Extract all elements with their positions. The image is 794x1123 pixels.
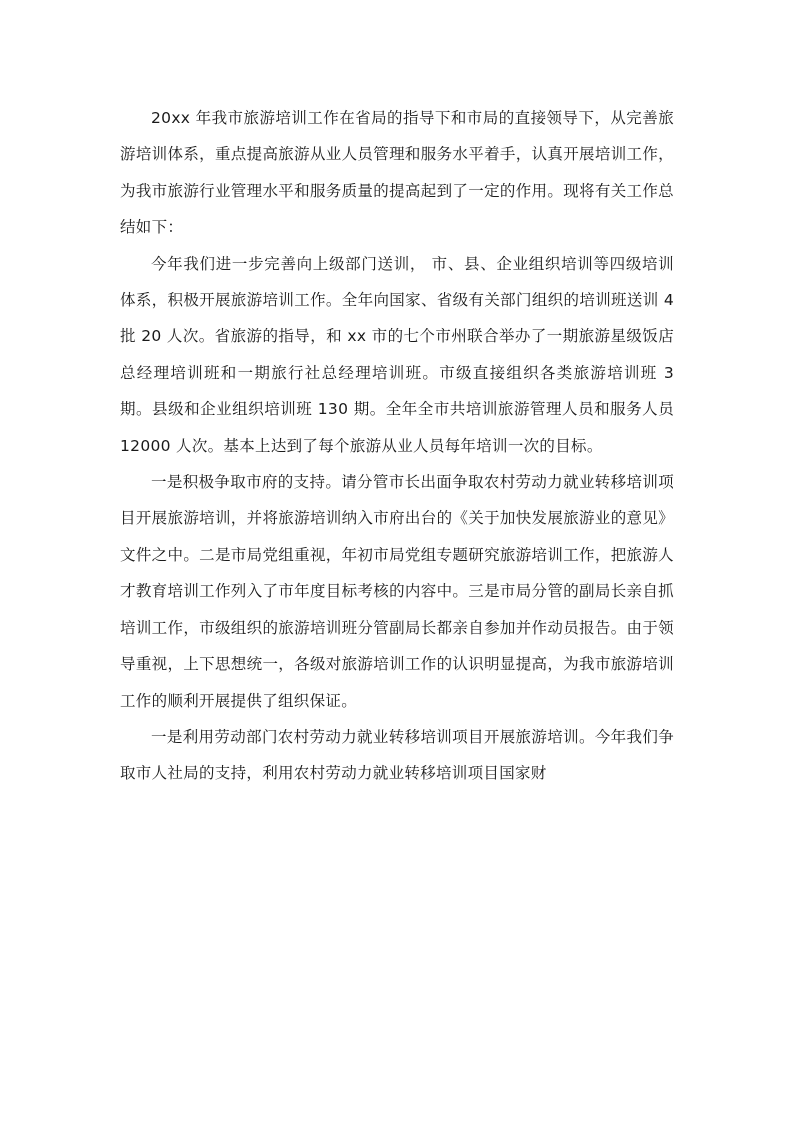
paragraph-labor-department: 一是利用劳动部门农村劳动力就业转移培训项目开展旅游培训。今年我们争取市人社局的支持，利用农村劳动力就业转移培训项目国家财 — [120, 727, 674, 783]
paragraph-leadership-support: 一是积极争取市府的支持。请分管市长出面争取农村劳动力就业转移培训项目开展旅游培训，并将旅游培训纳入市府出台的《关于加快发展旅游业的意见》文件之中。二是市局党组重视，年初市局党组专题研究旅游培训工作，把旅游人才教育培训工作列入了市年度目标考核的内容中。三是市局分管的副局长亲自抓培训工作，市级组织的旅游培训班分管副局长都亲自参加并作动员报告。由于领导重视，上下思想统一，各级对旅游培训工作的认识明显提高，为我市旅游培训工作的顺利开展提供了组织保证。 — [120, 473, 674, 710]
paragraph-training-system: 今年我们进一步完善向上级部门送训， 市、县、企业组织培训等四级培训体系，积极开展旅游培训工作。全年向国家、省级有关部门组织的培训班送训 4 批 20 人次。省旅游的指导，和 xx 市的七个市州联合举办了一期旅游星级饭店总经理培训班和一期旅行社总经理培训班。市级直接组织各类旅游培训班 3 期。县级和企业组织培训班 130 期。全年全市共培训旅游管理人员和服务人员 12000 人次。基本上达到了每个旅游从业人员每年培训一次的目标。 — [120, 254, 674, 455]
document-body — [120, 100, 674, 792]
paragraph-intro: 20xx 年我市旅游培训工作在省局的指导下和市局的直接领导下，从完善旅游培训体系，重点提高旅游从业人员管理和服务水平着手，认真开展培训工作，为我市旅游行业管理水平和服务质量的提高起到了一定的作用。现将有关工作总结如下： — [120, 109, 674, 237]
